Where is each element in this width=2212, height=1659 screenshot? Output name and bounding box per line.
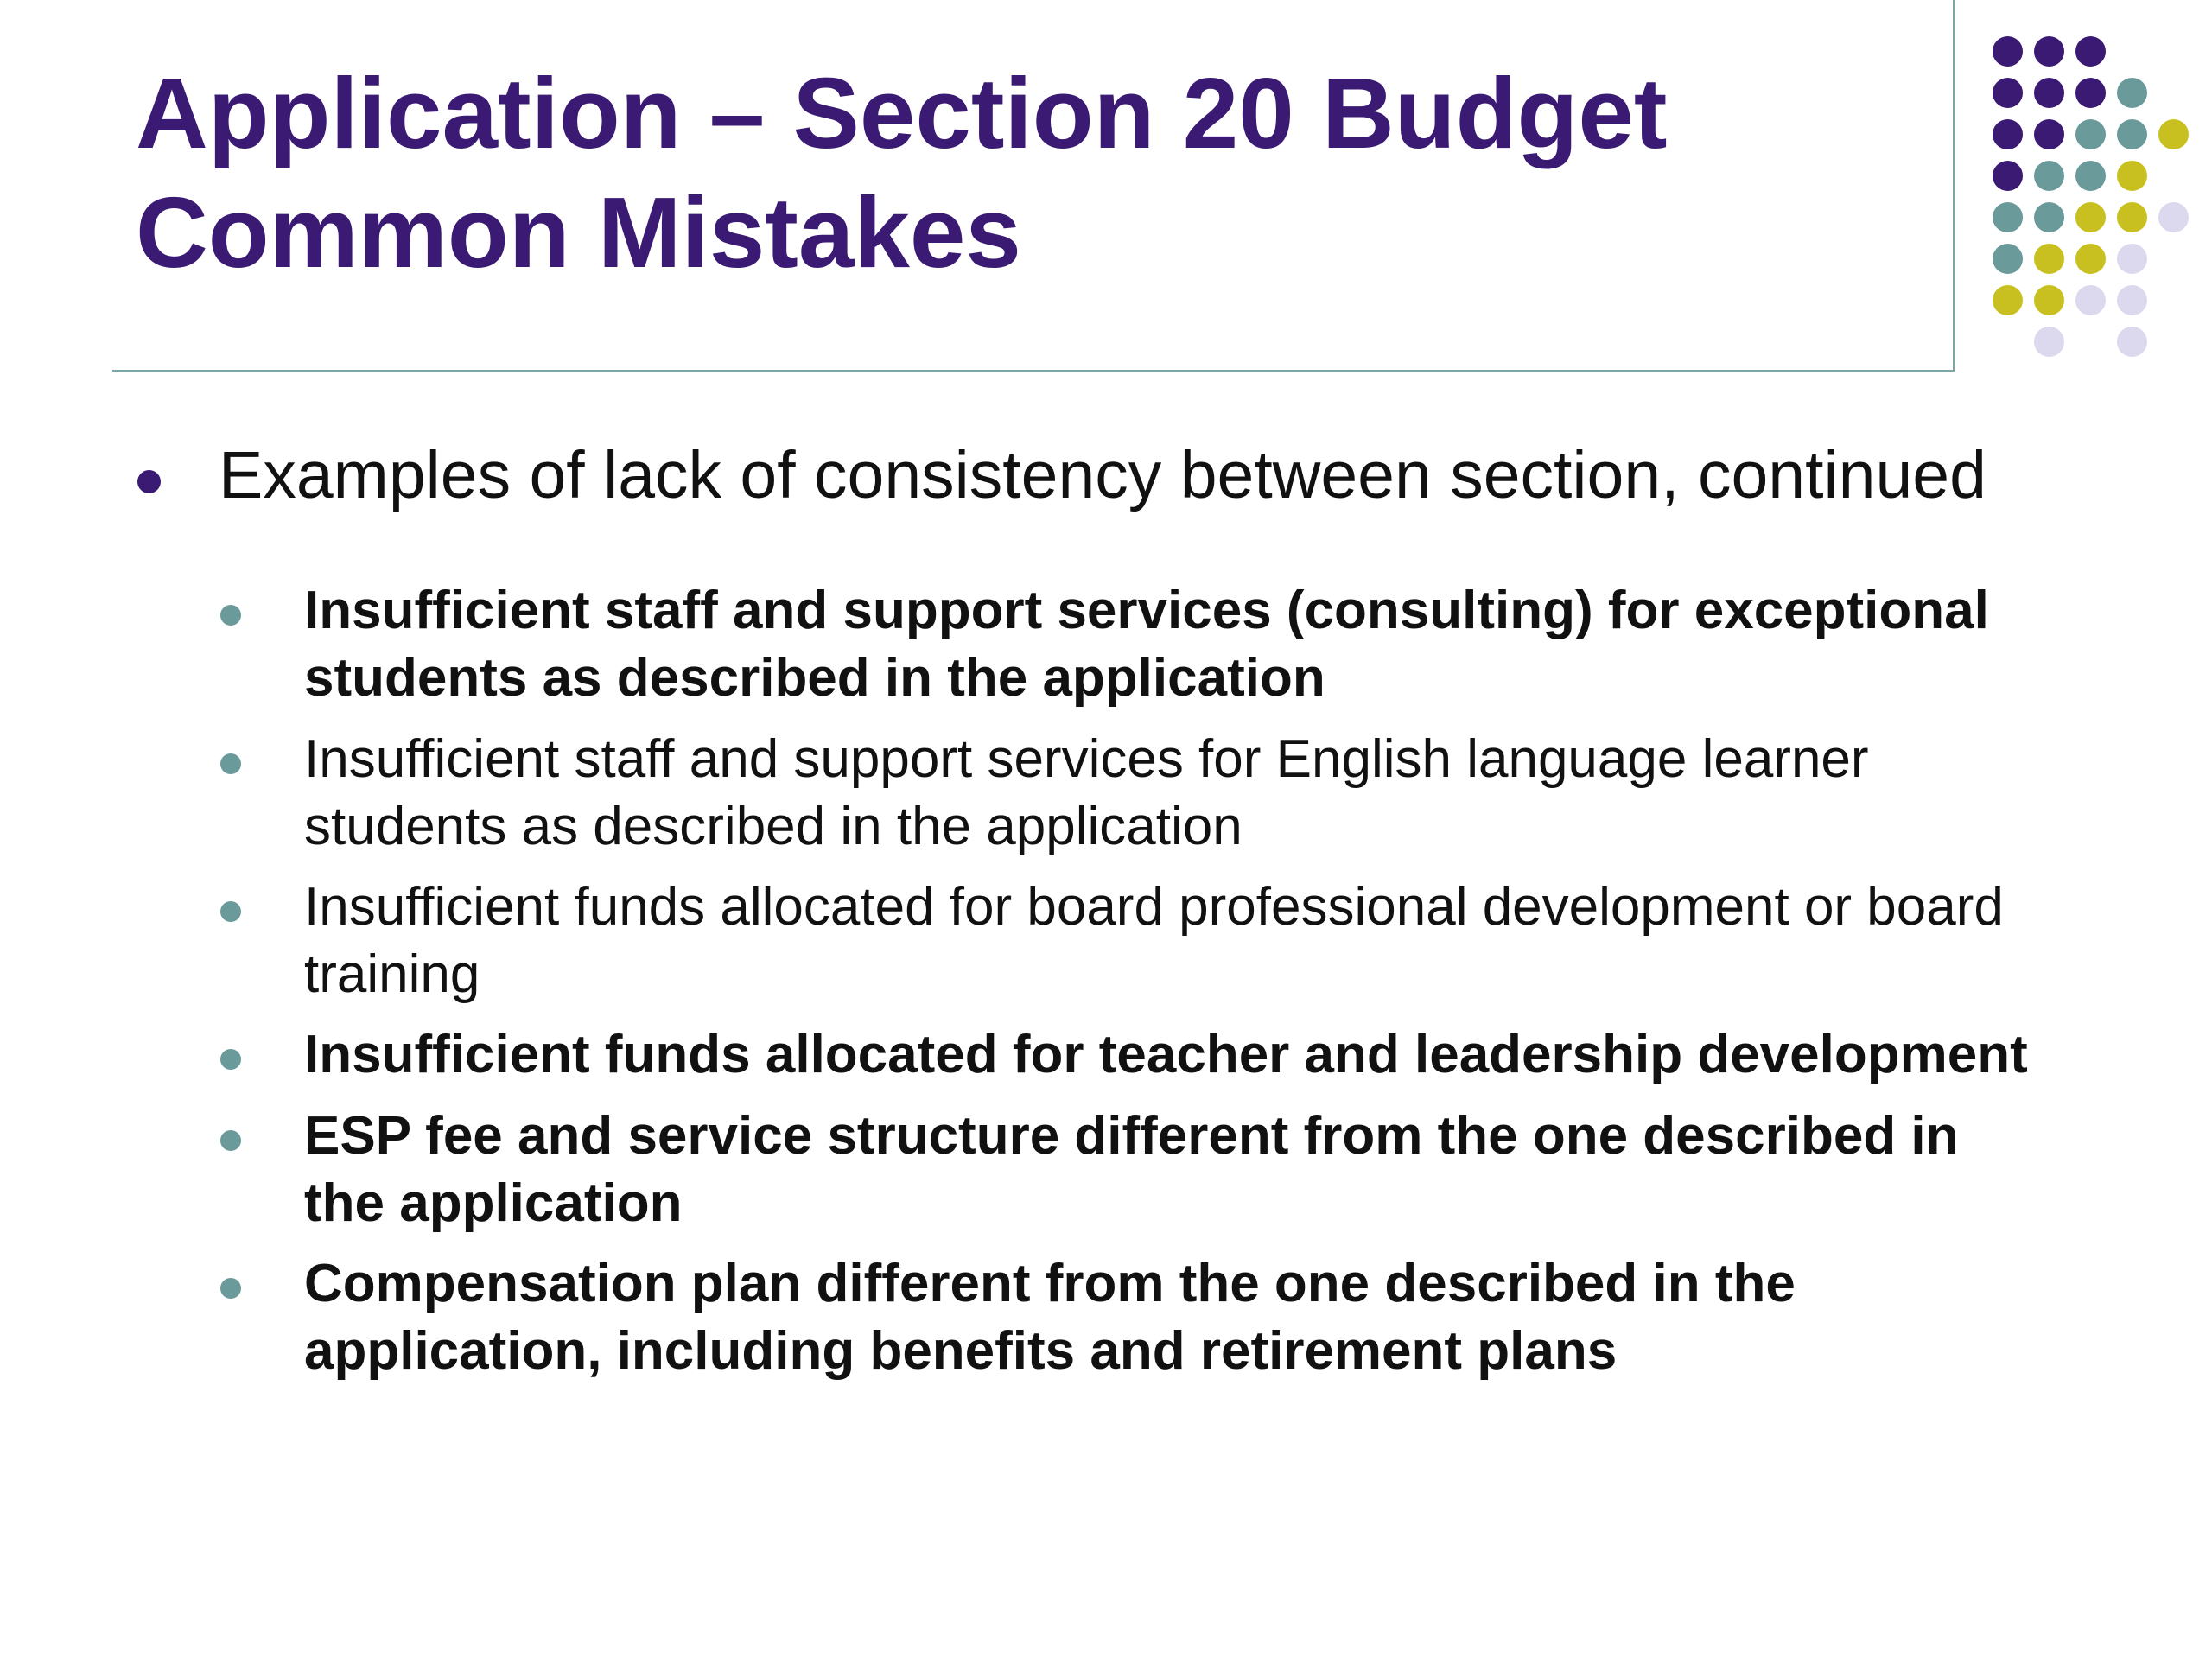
bullet-dot-icon xyxy=(220,1278,241,1299)
list-item-line: students as described in the application xyxy=(304,648,1325,708)
list-item-line: Insufficient staff and support services (consulting) for exceptional xyxy=(304,581,1989,640)
list-item-text xyxy=(304,726,2162,861)
slide-title-line-2: Common Mistakes xyxy=(136,176,1021,289)
list-item-text xyxy=(304,874,2162,1008)
list-item-text xyxy=(304,1103,2162,1237)
list-item-line: Insufficient funds allocated for teacher and leadership development xyxy=(304,1025,2028,1084)
list-item-line: Insufficient staff and support services for English language learner xyxy=(304,729,1869,789)
bullet-dot-icon xyxy=(220,1130,241,1151)
bullet-dot-icon xyxy=(220,753,241,774)
slide-title-line-1: Application – Section 20 Budget xyxy=(136,57,1668,169)
list-item-line: application, including benefits and retirement plans xyxy=(304,1321,1618,1381)
main-bullet-text: Examples of lack of consistency between section, continued xyxy=(219,438,1986,512)
list-item-line: the application xyxy=(304,1173,683,1233)
bullet-dot-icon xyxy=(220,605,241,626)
list-item-line: Compensation plan different from the one described in the xyxy=(304,1254,1796,1313)
list-item-line: training xyxy=(304,944,480,1004)
bullet-dot-icon xyxy=(137,470,161,493)
list-item-line: Insufficient funds allocated for board professional development or board xyxy=(304,877,2004,937)
bullet-dot-icon xyxy=(220,901,241,922)
list-item-line: students as described in the application xyxy=(304,797,1243,856)
list-item-line: ESP fee and service structure different from the one described in xyxy=(304,1106,1959,1166)
list-item-text xyxy=(304,1250,2162,1385)
list-item-text xyxy=(304,577,2162,712)
list-item-text xyxy=(304,1021,2162,1089)
bullet-dot-icon xyxy=(220,1049,241,1070)
